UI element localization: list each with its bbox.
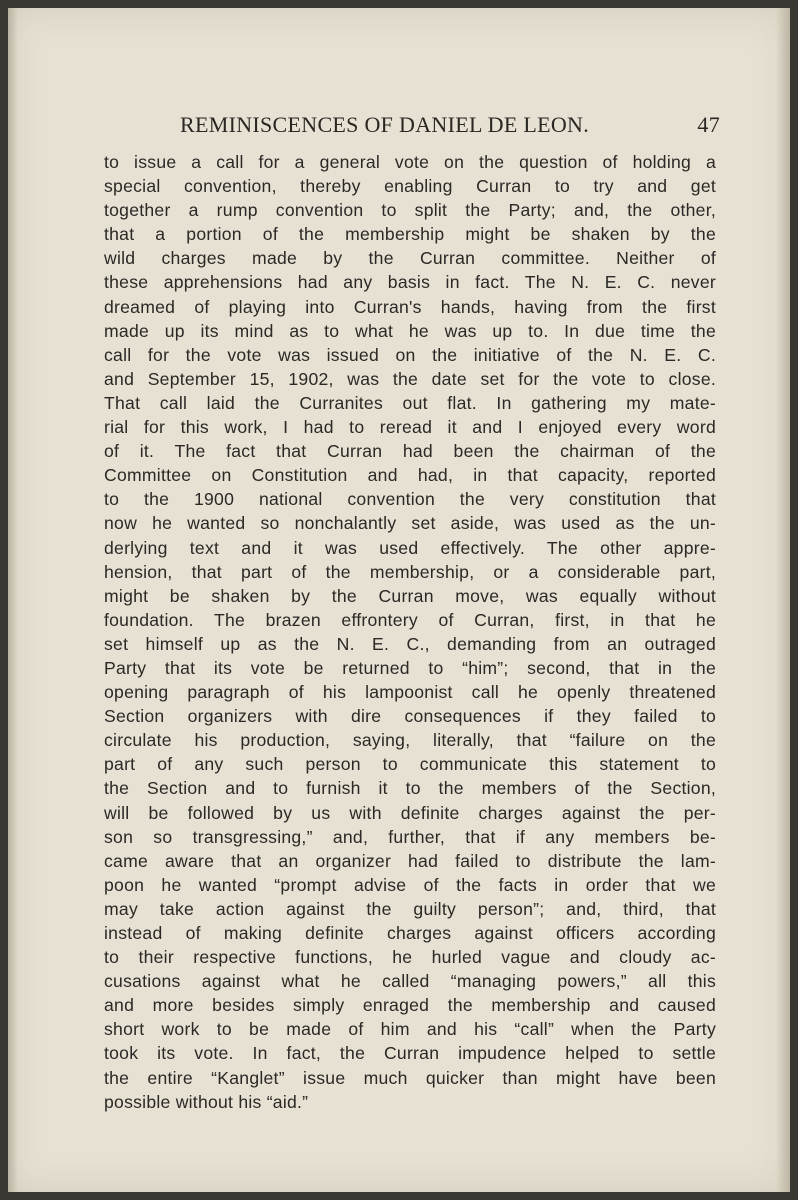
page-gutter-shadow	[8, 8, 18, 1192]
text-line: Section organizers with dire consequences if they failed to	[104, 706, 716, 727]
text-line: possible without his “aid.”	[104, 1091, 309, 1112]
text-line: now he wanted so nonchalantly set aside, was used as the un-	[104, 513, 716, 534]
text-line: opening paragraph of his lampoonist call he openly threatened	[104, 682, 716, 703]
text-line: That call laid the Curranites out flat. In gathering my mate-	[104, 392, 716, 413]
text-line: will be followed by us with definite charges against the per-	[104, 802, 716, 823]
text-line: Party that its vote be returned to “him”; second, that in the	[104, 657, 716, 678]
text-line: might be shaken by the Curran move, was equally without	[104, 585, 716, 606]
text-line: made up its mind as to what he was up to. In due time the	[104, 320, 716, 341]
text-line: these apprehensions had any basis in fact. The N. E. C. never	[104, 272, 716, 293]
text-line: hension, that part of the membership, or a considerable part,	[104, 561, 716, 582]
text-line: together a rump convention to split the Party; and, the other,	[104, 200, 716, 221]
text-line: cusations against what he called “managing powers,” all this	[104, 971, 716, 992]
text-line: circulate his production, saying, literally, that “failure on the	[104, 730, 716, 751]
text-line: foundation. The brazen effrontery of Curran, first, in that he	[104, 609, 716, 630]
text-line: came aware that an organizer had failed to distribute the lam-	[104, 850, 716, 871]
text-line: the entire “Kanglet” issue much quicker than might have been	[104, 1067, 716, 1088]
text-line: instead of making definite charges against officers according	[104, 923, 716, 943]
text-line: call for the vote was issued on the initiative of the N. E. C.	[104, 344, 716, 365]
book-page	[8, 8, 790, 1192]
text-line: the Section and to furnish it to the members of the Section,	[104, 778, 716, 799]
text-line: special convention, thereby enabling Curran to try and get	[104, 176, 716, 197]
text-line: may take action against the guilty person”; and, third, that	[104, 898, 716, 919]
page-number: 47	[697, 112, 720, 137]
text-line: derlying text and it was used effectively. The other appre-	[104, 537, 716, 558]
text-line: to the 1900 national convention the very constitution that	[104, 489, 716, 510]
text-line: of it. The fact that Curran had been the chairman of the	[104, 441, 716, 462]
running-title: REMINISCENCES OF DANIEL DE LEON.	[180, 112, 590, 137]
text-line: dreamed of playing into Curran's hands, having from the first	[104, 296, 716, 317]
text-line: short work to be made of him and his “call” when the Party	[104, 1019, 716, 1040]
text-line: and more besides simply enraged the membership and caused	[104, 995, 716, 1016]
running-header	[180, 112, 720, 142]
text-line: poon he wanted “prompt advise of the facts in order that we	[104, 874, 716, 895]
body-text	[104, 150, 716, 1114]
text-line: that a portion of the membership might be shaken by the	[104, 224, 716, 245]
text-line: part of any such person to communicate this statement to	[104, 754, 716, 775]
text-line: took its vote. In fact, the Curran impudence helped to settle	[104, 1043, 716, 1064]
text-line: to their respective functions, he hurled vague and cloudy ac-	[104, 947, 716, 968]
text-line: Committee on Constitution and had, in that capacity, reported	[104, 465, 716, 486]
text-line: rial for this work, I had to reread it and I enjoyed every word	[104, 417, 716, 438]
page-edge-shadow	[776, 8, 790, 1192]
text-line: to issue a call for a general vote on the question of holding a	[104, 152, 716, 172]
text-line: and September 15, 1902, was the date set for the vote to close.	[104, 368, 716, 389]
text-line: son so transgressing,” and, further, that if any members be-	[104, 826, 716, 847]
text-line: set himself up as the N. E. C., demanding from an outraged	[104, 633, 716, 654]
text-line: wild charges made by the Curran committee. Neither of	[104, 248, 716, 269]
